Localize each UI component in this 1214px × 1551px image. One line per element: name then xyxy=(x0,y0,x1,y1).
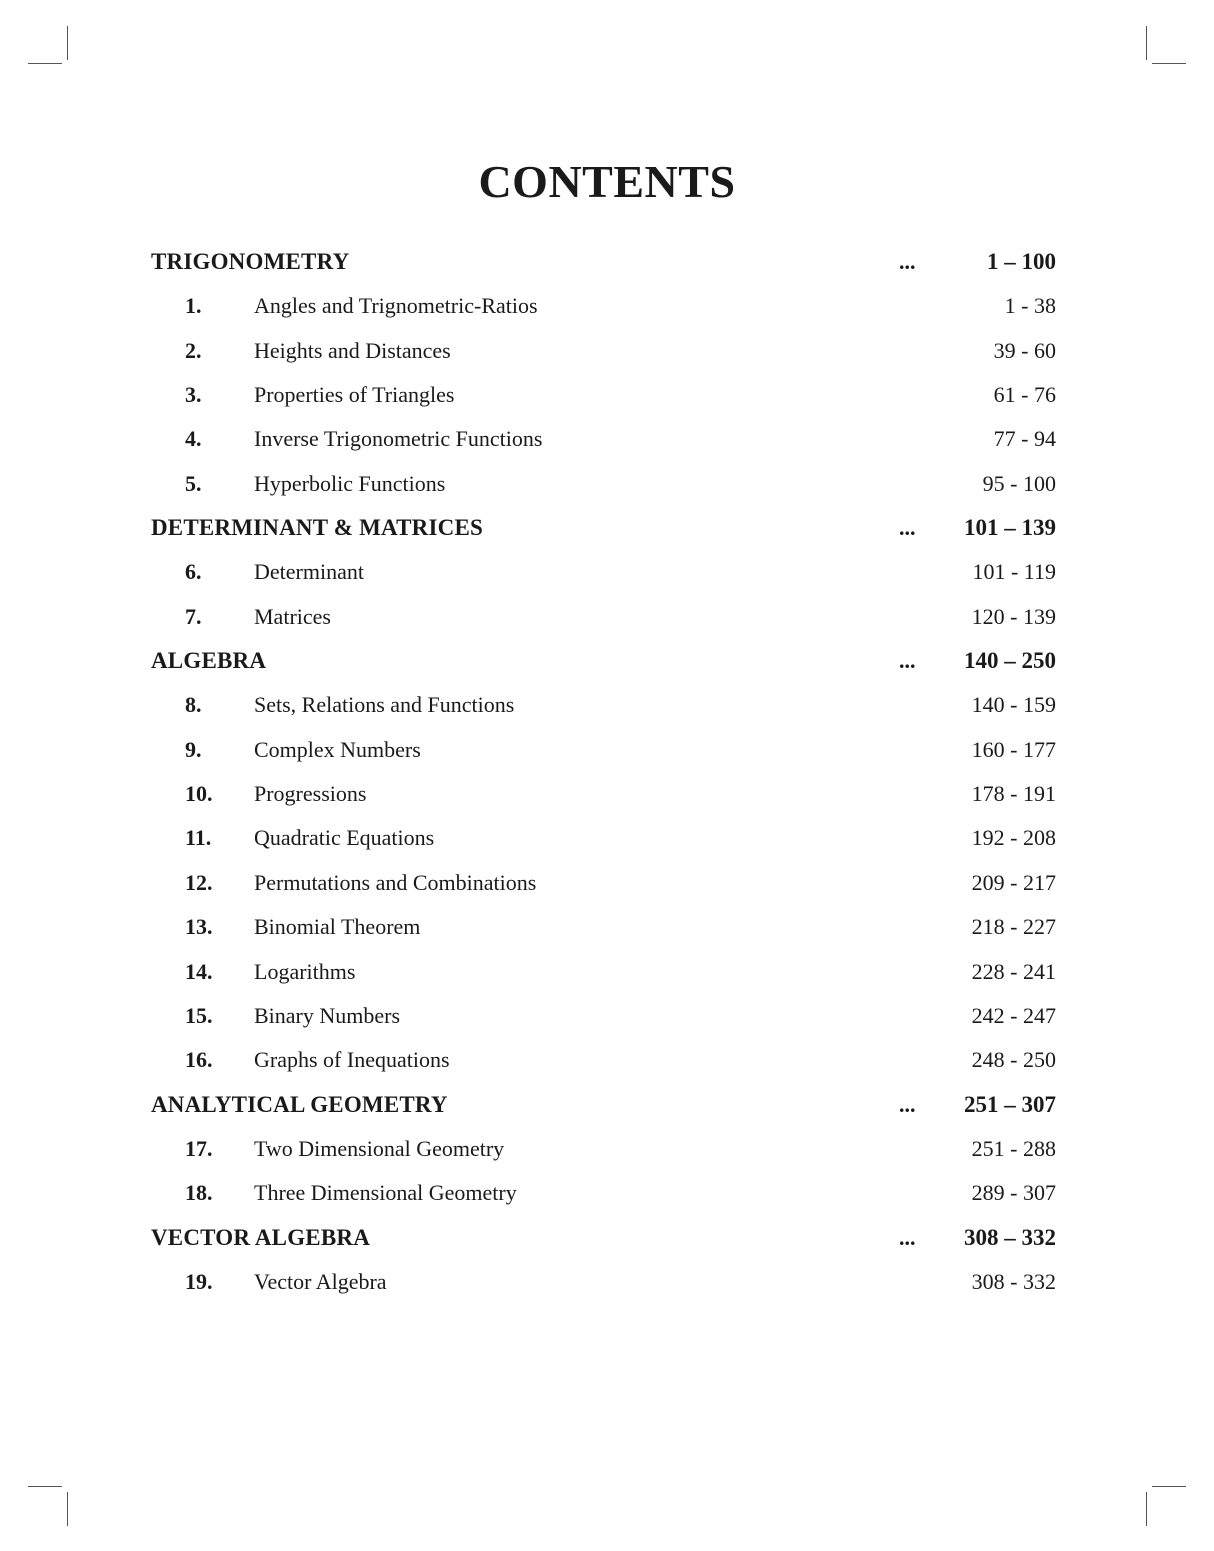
toc-chapter-row xyxy=(151,373,1056,417)
leader-dots: ... xyxy=(899,1091,916,1117)
chapter-pages: 192 - 208 xyxy=(971,825,1056,851)
section-title: DETERMINANT & MATRICES xyxy=(151,515,483,541)
section-pages: 101 – 139 xyxy=(964,515,1056,541)
section-pages: 251 – 307 xyxy=(964,1091,1056,1117)
toc-chapter-row xyxy=(151,950,1056,994)
toc-chapter-row xyxy=(151,595,1056,639)
crop-mark xyxy=(67,1492,68,1526)
section-title: ALGEBRA xyxy=(151,648,267,674)
chapter-pages: 160 - 177 xyxy=(971,736,1056,762)
chapter-title: Two Dimensional Geometry xyxy=(254,1135,505,1161)
chapter-title: Complex Numbers xyxy=(254,736,421,762)
chapter-title: Matrices xyxy=(254,603,331,629)
chapter-number: 13. xyxy=(185,914,213,940)
chapter-title: Logarithms xyxy=(254,958,356,984)
toc-section-row xyxy=(151,1216,1056,1260)
chapter-number: 17. xyxy=(185,1135,213,1161)
table-of-contents xyxy=(151,240,1056,1304)
chapter-title: Graphs of Inequations xyxy=(254,1047,450,1073)
toc-chapter-row xyxy=(151,417,1056,461)
toc-section-row xyxy=(151,1083,1056,1127)
chapter-title: Inverse Trigonometric Functions xyxy=(254,426,543,452)
toc-chapter-row xyxy=(151,994,1056,1038)
crop-mark xyxy=(28,1486,62,1487)
chapter-pages: 178 - 191 xyxy=(971,781,1056,807)
toc-chapter-row xyxy=(151,284,1056,328)
chapter-pages: 61 - 76 xyxy=(993,382,1056,408)
chapter-title: Heights and Distances xyxy=(254,337,451,363)
toc-chapter-row xyxy=(151,1171,1056,1215)
section-title: VECTOR ALGEBRA xyxy=(151,1224,371,1250)
leader-dots: ... xyxy=(899,249,916,274)
toc-chapter-row xyxy=(151,772,1056,816)
toc-chapter-row xyxy=(151,816,1056,860)
crop-mark xyxy=(1146,1492,1147,1526)
toc-chapter-row xyxy=(151,550,1056,594)
chapter-number: 3. xyxy=(185,382,202,408)
chapter-title: Determinant xyxy=(254,559,364,585)
chapter-pages: 289 - 307 xyxy=(971,1180,1056,1206)
toc-chapter-row xyxy=(151,1260,1056,1304)
chapter-number: 4. xyxy=(185,426,202,452)
section-title: TRIGONOMETRY xyxy=(151,249,350,274)
toc-chapter-row xyxy=(151,905,1056,949)
crop-mark xyxy=(1152,63,1186,64)
crop-mark xyxy=(1152,1486,1186,1487)
chapter-title: Vector Algebra xyxy=(254,1268,387,1294)
toc-chapter-row xyxy=(151,1127,1056,1171)
chapter-pages: 120 - 139 xyxy=(971,603,1056,629)
chapter-number: 9. xyxy=(185,736,202,762)
chapter-number: 18. xyxy=(185,1180,213,1206)
chapter-pages: 95 - 100 xyxy=(982,470,1056,496)
chapter-number: 14. xyxy=(185,958,213,984)
chapter-pages: 248 - 250 xyxy=(971,1047,1056,1073)
chapter-number: 5. xyxy=(185,470,202,496)
toc-chapter-row xyxy=(151,329,1056,373)
chapter-number: 7. xyxy=(185,603,202,629)
chapter-pages: 1 - 38 xyxy=(1004,293,1056,319)
chapter-title: Quadratic Equations xyxy=(254,825,435,851)
chapter-number: 1. xyxy=(185,293,202,319)
chapter-title: Progressions xyxy=(254,781,367,807)
chapter-title: Hyperbolic Functions xyxy=(254,470,446,496)
crop-mark xyxy=(1146,26,1147,60)
leader-dots: ... xyxy=(899,1224,916,1250)
toc-section-row xyxy=(151,506,1056,550)
chapter-number: 16. xyxy=(185,1047,213,1073)
toc-chapter-row xyxy=(151,1038,1056,1082)
toc-chapter-row xyxy=(151,728,1056,772)
chapter-pages: 218 - 227 xyxy=(971,914,1056,940)
chapter-number: 2. xyxy=(185,337,202,363)
chapter-number: 6. xyxy=(185,559,202,585)
chapter-number: 12. xyxy=(185,869,213,895)
chapter-pages: 140 - 159 xyxy=(971,692,1056,718)
crop-mark xyxy=(28,63,62,64)
toc-chapter-row xyxy=(151,861,1056,905)
chapter-title: Binomial Theorem xyxy=(254,914,421,940)
toc-section-row xyxy=(151,639,1056,683)
chapter-pages: 39 - 60 xyxy=(993,337,1056,363)
chapter-number: 8. xyxy=(185,692,202,718)
chapter-number: 19. xyxy=(185,1268,213,1294)
toc-chapter-row xyxy=(151,462,1056,506)
chapter-title: Properties of Triangles xyxy=(254,382,455,408)
crop-mark xyxy=(67,26,68,60)
page-title: CONTENTS xyxy=(478,156,736,207)
chapter-number: 15. xyxy=(185,1002,213,1028)
chapter-number: 11. xyxy=(185,825,212,851)
leader-dots: ... xyxy=(899,515,916,541)
chapter-pages: 308 - 332 xyxy=(971,1268,1056,1294)
chapter-title: Binary Numbers xyxy=(254,1002,401,1028)
section-pages: 308 – 332 xyxy=(964,1224,1056,1250)
chapter-pages: 242 - 247 xyxy=(971,1002,1056,1028)
chapter-title: Angles and Trignometric-Ratios xyxy=(254,293,538,319)
section-pages: 140 – 250 xyxy=(964,648,1056,674)
toc-section-row xyxy=(151,240,1056,284)
chapter-pages: 251 - 288 xyxy=(971,1135,1056,1161)
chapter-pages: 228 - 241 xyxy=(971,958,1056,984)
chapter-title: Three Dimensional Geometry xyxy=(254,1180,517,1206)
chapter-pages: 209 - 217 xyxy=(971,869,1056,895)
toc-chapter-row xyxy=(151,683,1056,727)
section-pages: 1 – 100 xyxy=(987,249,1056,274)
chapter-pages: 77 - 94 xyxy=(993,426,1056,452)
section-title: ANALYTICAL GEOMETRY xyxy=(151,1091,448,1117)
chapter-title: Sets, Relations and Functions xyxy=(254,692,515,718)
chapter-title: Permutations and Combinations xyxy=(254,869,537,895)
chapter-number: 10. xyxy=(185,781,213,807)
leader-dots: ... xyxy=(899,648,916,674)
chapter-pages: 101 - 119 xyxy=(972,559,1056,585)
